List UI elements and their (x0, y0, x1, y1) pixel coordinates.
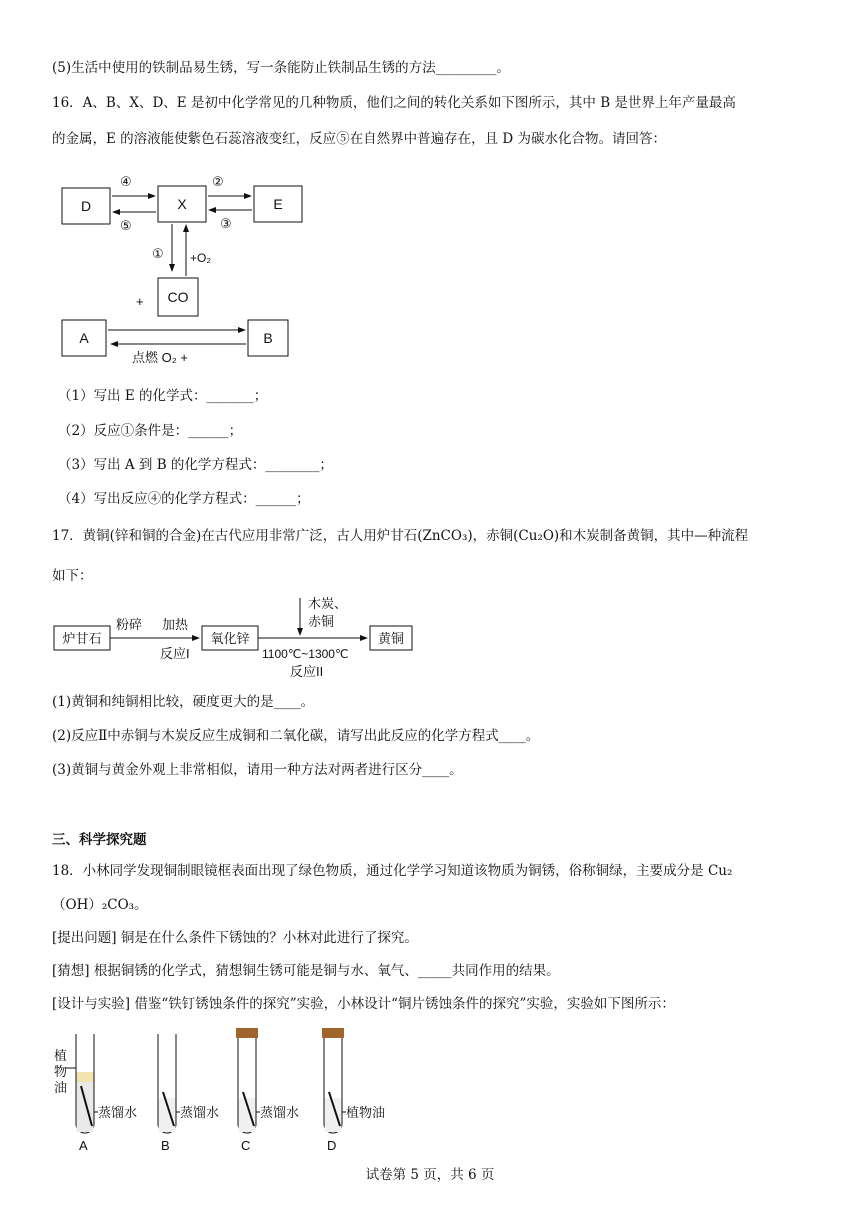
flow-box-2-label: 氧化锌 (210, 631, 250, 646)
flow-label-add2: 赤铜 (308, 614, 335, 629)
box-x-label: X (177, 196, 187, 212)
label-plus-o2: +O₂ (190, 251, 211, 265)
label-oil-d: 植物油 (346, 1105, 386, 1120)
tube-d (322, 1028, 346, 1133)
q16-stem-line1: 16．A、B、X、D、E 是初中化学常见的几种物质，他们之间的转化关系如下图所示，其中 B 是世界上年产量最高 (52, 95, 736, 111)
label-water-c: 蒸馏水 (260, 1105, 300, 1120)
flow-label-crush: 粉碎 (116, 617, 143, 632)
q16-sub2: （2）反应①条件是：______； (58, 423, 243, 439)
q17-stem-line2: 如下： (52, 568, 93, 584)
q18-hypothesis: [猜想] 根据铜锈的化学式，猜想铜生锈可能是铜与水、氧气、_____共同作用的结果。 (52, 963, 560, 979)
q16-sub4: （4）写出反应④的化学方程式：______； (58, 491, 310, 507)
q16-conversion-diagram (52, 168, 332, 368)
q17-sub1: (1)黄铜和纯铜相比较，硬度更大的是____。 (52, 694, 315, 710)
page-footer: 试卷第 5 页，共 6 页 (365, 1167, 495, 1183)
q17-stem-line1: 17．黄铜(锌和铜的合金)在古代应用非常广泛，古人用炉甘石(ZnCO₃)，赤铜(Cu₂O)和木炭制备黄铜，其中—种流程 (52, 528, 749, 544)
q17-sub2: (2)反应Ⅱ中赤铜与木炭反应生成铜和二氧化碳，请写出此反应的化学方程式____。 (52, 728, 540, 744)
q18-stem-line2: （OH）₂CO₃。 (52, 897, 148, 913)
q18-stem-line1: 18．小林同学发现铜制眼镜框表面出现了绿色物质，通过化学学习知道该物质为铜锈，俗称铜绿，主要成分是 Cu₂ (52, 863, 733, 879)
box-b-label: B (263, 330, 273, 346)
flow-box-1-label: 炉甘石 (62, 631, 102, 646)
flow-label-add1: 木炭、 (308, 596, 348, 611)
flow-arrow-1-head (192, 635, 200, 641)
box-d-label: D (80, 198, 92, 214)
arrow-4-head (148, 193, 156, 199)
label-water-a: 蒸馏水 (98, 1105, 138, 1120)
label-water-b: 蒸馏水 (180, 1105, 220, 1120)
label-oil-2: 物 (54, 1064, 68, 1079)
tube-c (236, 1028, 260, 1133)
label-r3: ③ (220, 216, 232, 231)
q16-sub1: （1）写出 E 的化学式：_______； (58, 388, 268, 404)
box-e-label: E (273, 196, 283, 212)
label-r1: ① (152, 246, 164, 261)
q18-question: [提出问题] 铜是在什么条件下锈蚀的？小林对此进行了探究。 (52, 930, 418, 946)
label-r5: ⑤ (120, 218, 132, 233)
q16-stem-line2: 的金属，E 的溶液能使紫色石蕊溶液变红，反应⑤在自然界中普遍存在，且 D 为碳水化合物。请回答： (52, 131, 667, 147)
label-oil-3: 油 (54, 1080, 68, 1095)
flow-arrow-2-head (360, 635, 368, 641)
arrow-b-to-a-head (110, 341, 118, 347)
q17-sub3: (3)黄铜与黄金外观上非常相似，请用一种方法对两者进行区分____。 (52, 762, 463, 778)
q17-flow-diagram (52, 594, 422, 686)
arrow-a-to-b-head (238, 327, 246, 333)
label-c: C (241, 1138, 251, 1153)
flow-label-heat: 加热 (162, 617, 189, 632)
label-r4: ④ (120, 174, 132, 189)
flow-box-3-label: 黄铜 (377, 631, 405, 646)
q18-design: [设计与实验] 借鉴“铁钉锈蚀条件的探究”实验，小林设计“铜片锈蚀条件的探究”实验，实验如下图所示： (52, 996, 675, 1012)
label-b: B (161, 1138, 170, 1153)
q15-part5: (5)生活中使用的铁制品易生锈，写一条能防止铁制品生锈的方法_________。 (52, 60, 510, 76)
box-co-label: CO (167, 289, 189, 305)
q18-test-tubes-figure (52, 1026, 412, 1156)
label-ignite: 点燃 O₂ + (132, 350, 188, 365)
label-a: A (79, 1138, 88, 1153)
label-r2: ② (212, 174, 224, 189)
tube-a (66, 1034, 98, 1133)
arrow-2-head (244, 193, 252, 199)
arrow-5-head (112, 209, 120, 215)
arrow-1-head (169, 264, 175, 272)
label-oil-1: 植 (54, 1048, 68, 1063)
flow-label-temp: 1100℃~1300℃ (262, 647, 349, 661)
flow-label-r2: 反应II (290, 664, 324, 679)
label-plus: + (136, 294, 144, 309)
box-a-label: A (79, 330, 89, 346)
arrow-3-head (208, 207, 216, 213)
tube-b (158, 1034, 180, 1133)
flow-arrow-add-head (297, 628, 303, 636)
section-heading: 三、科学探究题 (52, 832, 147, 847)
q16-sub3: （3）写出 A 到 B 的化学方程式：________； (58, 457, 333, 473)
label-d: D (327, 1138, 337, 1153)
arrow-co-up-head (183, 224, 189, 232)
flow-label-r1: 反应I (160, 646, 190, 661)
